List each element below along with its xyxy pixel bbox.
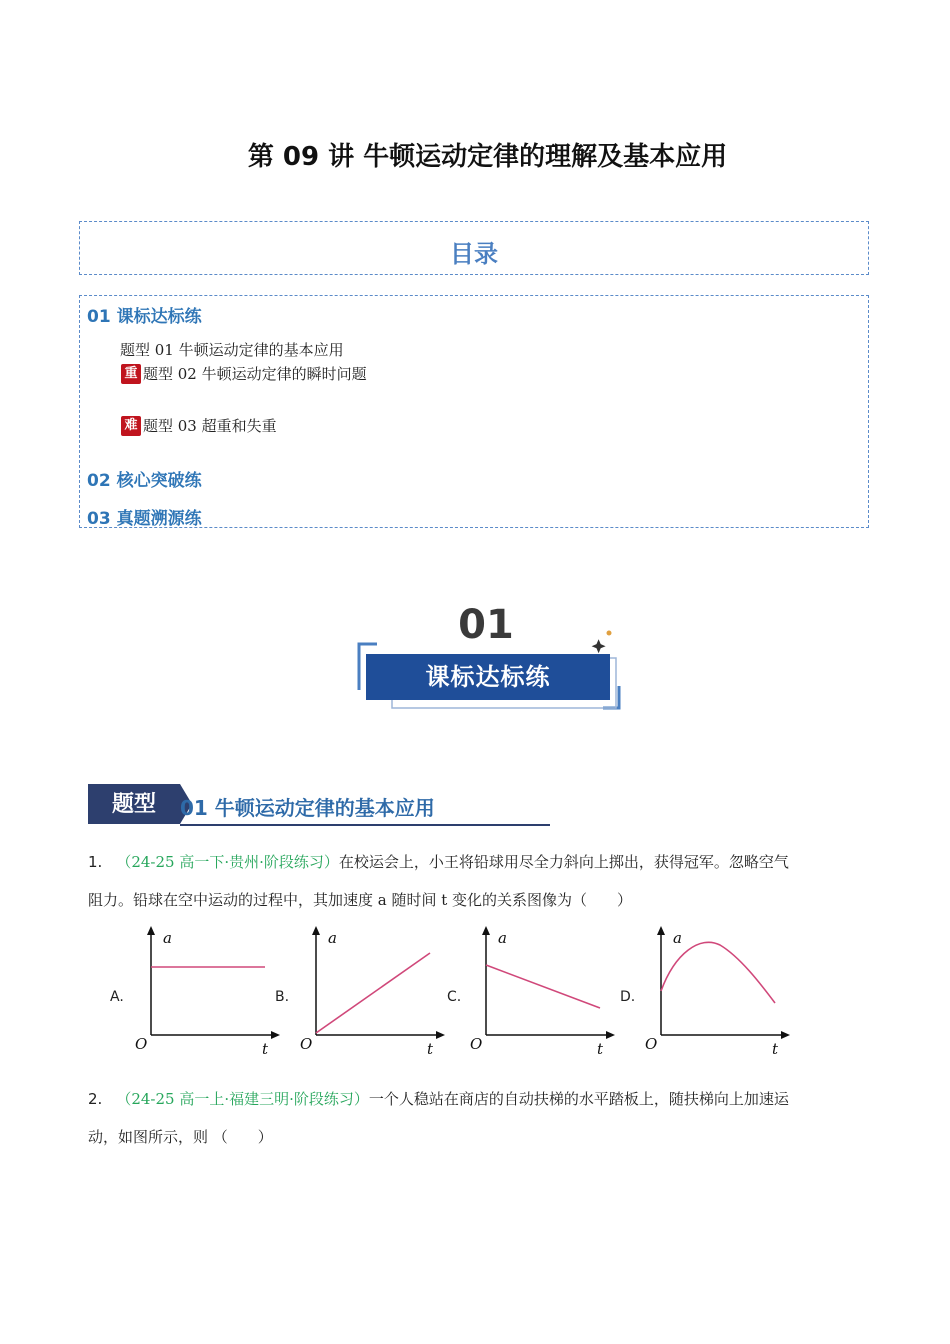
graph-curve bbox=[661, 942, 775, 1003]
question-number: 2. bbox=[88, 1090, 103, 1108]
banner-number: 01 bbox=[458, 602, 514, 648]
option-label[interactable]: A. bbox=[110, 989, 124, 1005]
toc-heading: 目录 bbox=[450, 240, 498, 268]
option-label[interactable]: B. bbox=[275, 989, 290, 1005]
question-type-title: 01 牛顿运动定律的基本应用 bbox=[180, 796, 435, 820]
toc-item-text: 题型 03 超重和失重 bbox=[143, 417, 277, 435]
option-graph[interactable] bbox=[470, 923, 620, 1055]
x-axis-label: t bbox=[772, 1040, 779, 1055]
option-graph[interactable] bbox=[300, 923, 450, 1055]
toc-item-02[interactable] bbox=[121, 363, 367, 384]
question-text: 阻力。铅球在空中运动的过程中，其加速度 a 随时间 t 变化的关系图像为（ ） bbox=[88, 891, 633, 909]
origin-label: O bbox=[300, 1035, 313, 1053]
origin-label: O bbox=[645, 1035, 658, 1053]
origin-label: O bbox=[135, 1035, 148, 1053]
key-tag-icon: 重 bbox=[121, 364, 141, 384]
toc-body bbox=[79, 295, 869, 528]
toc-item-03[interactable] bbox=[121, 415, 277, 436]
difficult-tag-icon: 难 bbox=[121, 416, 141, 436]
question-source: （24-25 高一上·福建三明·阶段练习） bbox=[116, 1090, 369, 1108]
question-source: （24-25 高一下·贵州·阶段练习） bbox=[116, 853, 339, 871]
toc-item-text: 题型 01 牛顿运动定律的基本应用 bbox=[120, 341, 344, 359]
question-number: 1. bbox=[88, 853, 103, 871]
toc-item-01[interactable] bbox=[120, 339, 344, 360]
toc-section-03[interactable]: 03 真题溯源练 bbox=[87, 509, 202, 529]
y-axis-label: a bbox=[328, 929, 337, 947]
question-1 bbox=[88, 843, 863, 919]
page-title: 第 09 讲 牛顿运动定律的理解及基本应用 bbox=[247, 142, 728, 172]
origin-label: O bbox=[470, 1035, 483, 1053]
toc-section-02[interactable]: 02 核心突破练 bbox=[87, 471, 202, 491]
x-axis-label: t bbox=[262, 1040, 269, 1055]
option-graph[interactable] bbox=[645, 923, 795, 1055]
y-axis-label: a bbox=[163, 929, 172, 947]
divider bbox=[180, 824, 550, 826]
question-text: 在校运会上，小王将铅球用尽全力斜向上掷出，获得冠军。忽略空气 bbox=[338, 853, 789, 871]
y-axis-label: a bbox=[498, 929, 507, 947]
toc-header bbox=[79, 221, 869, 275]
y-axis-label: a bbox=[673, 929, 682, 947]
toc-item-text: 题型 02 牛顿运动定律的瞬时问题 bbox=[143, 365, 367, 383]
graph-curve bbox=[486, 965, 600, 1008]
question-2 bbox=[88, 1080, 863, 1156]
question-type-header bbox=[88, 784, 588, 826]
option-label[interactable]: D. bbox=[620, 989, 636, 1005]
question-text: 动，如图所示，则 （ ） bbox=[88, 1128, 273, 1146]
graph-curve bbox=[316, 953, 430, 1033]
x-axis-label: t bbox=[597, 1040, 604, 1055]
section-banner bbox=[355, 600, 625, 712]
banner-label: 课标达标练 bbox=[366, 654, 610, 700]
toc-section-01[interactable]: 01 课标达标练 bbox=[87, 307, 202, 327]
question-type-badge: 题型 bbox=[88, 784, 180, 824]
option-label[interactable]: C. bbox=[447, 989, 462, 1005]
option-graph[interactable] bbox=[135, 923, 285, 1055]
x-axis-label: t bbox=[427, 1040, 434, 1055]
question-text: 一个人稳站在商店的自动扶梯的水平踏板上，随扶梯向上加速运 bbox=[368, 1090, 789, 1108]
